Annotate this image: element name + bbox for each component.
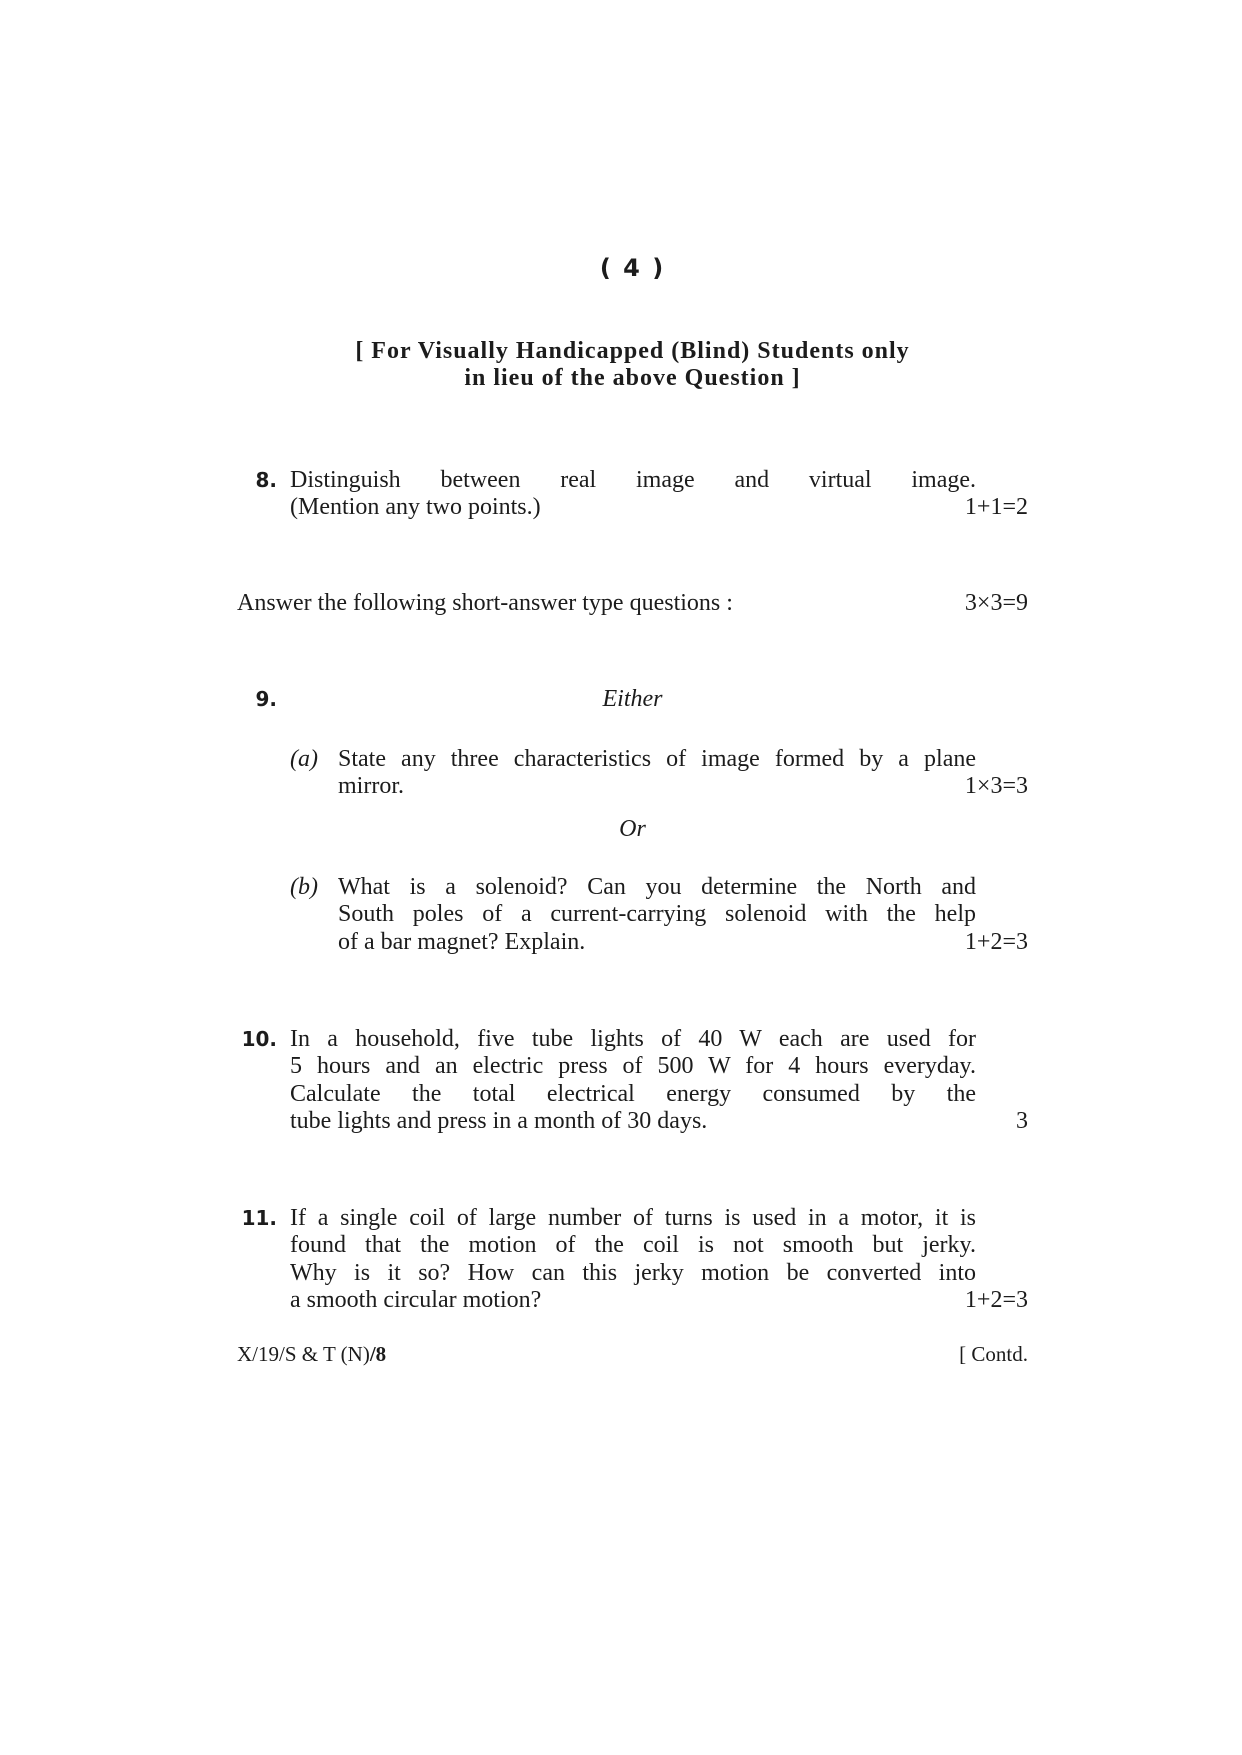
question-9-part-a	[237, 746, 1028, 801]
part-line-last	[338, 773, 1028, 800]
question-text	[290, 1205, 1028, 1315]
part-line-last	[338, 928, 1028, 956]
page-footer	[237, 1341, 1028, 1368]
heading-line-1: [ For Visually Handicapped (Blind) Students only	[355, 338, 910, 364]
question-line: found that the motion of the coil is not smooth but jerky.	[290, 1232, 976, 1259]
paper-code-suffix: /8	[369, 1342, 387, 1366]
page-number: ( 4 )	[599, 254, 666, 282]
question-line-text: (Mention any two points.)	[290, 494, 541, 521]
question-line-last	[290, 1108, 1028, 1135]
question-line-last	[290, 1287, 1028, 1314]
paper-code-text: X/19/S & T (N)	[237, 1342, 370, 1366]
question-line: 5 hours and an electric press of 500 W for 4 hours everyday.	[290, 1053, 976, 1080]
paper-code	[237, 1342, 386, 1366]
or-label: Or	[619, 816, 646, 842]
marks: 1×3=3	[964, 773, 1028, 800]
section-heading	[237, 338, 1028, 392]
marks: 1+1=2	[964, 494, 1028, 521]
question-line: Calculate the total electrical energy consumed by the	[290, 1080, 976, 1107]
marks: 1+2=3	[964, 1287, 1028, 1314]
part-label: (a)	[290, 746, 318, 772]
instruction-marks: 3×3=9	[964, 590, 1028, 616]
part-label: (b)	[290, 874, 318, 900]
instruction-text: Answer the following short-answer type questions :	[237, 590, 733, 616]
part-line-text: of a bar magnet? Explain.	[338, 928, 586, 955]
continued-label: [ Contd.	[959, 1342, 1028, 1366]
question-line: If a single coil of large number of turns is used in a motor, it is	[290, 1205, 976, 1231]
either-label: Either	[602, 686, 663, 712]
question-text	[290, 1026, 1028, 1136]
question-8	[237, 467, 1028, 522]
question-line: In a household, five tube lights of 40 W each are used for	[290, 1026, 976, 1052]
heading-line-2: in lieu of the above Question ]	[464, 365, 801, 391]
instruction	[237, 590, 1028, 617]
part-text	[338, 746, 1028, 801]
question-line-text: a smooth circular motion?	[290, 1287, 542, 1314]
part-line: South poles of a current-carrying solenoid with the help	[338, 901, 976, 928]
question-text	[290, 467, 1028, 522]
question-11	[237, 1205, 1028, 1315]
question-line: Why is it so? How can this jerky motion be converted into	[290, 1259, 976, 1286]
question-number: 10.	[241, 1027, 277, 1051]
marks: 1+2=3	[964, 928, 1028, 955]
part-line-text: mirror.	[338, 773, 404, 800]
part-line: State any three characteristics of image formed by a plane	[338, 746, 976, 772]
question-10	[237, 1026, 1028, 1136]
marks: 3	[1016, 1108, 1028, 1135]
question-9-part-b	[237, 874, 1028, 956]
question-number: 8.	[255, 468, 277, 492]
part-text	[338, 874, 1028, 956]
question-line: Distinguish between real image and virtual image.	[290, 467, 976, 493]
part-line: What is a solenoid? Can you determine the North and	[338, 874, 976, 900]
question-line-last	[290, 494, 1028, 521]
question-line-text: tube lights and press in a month of 30 days.	[290, 1108, 708, 1135]
question-number: 11.	[241, 1206, 277, 1230]
question-number: 9.	[255, 687, 277, 711]
